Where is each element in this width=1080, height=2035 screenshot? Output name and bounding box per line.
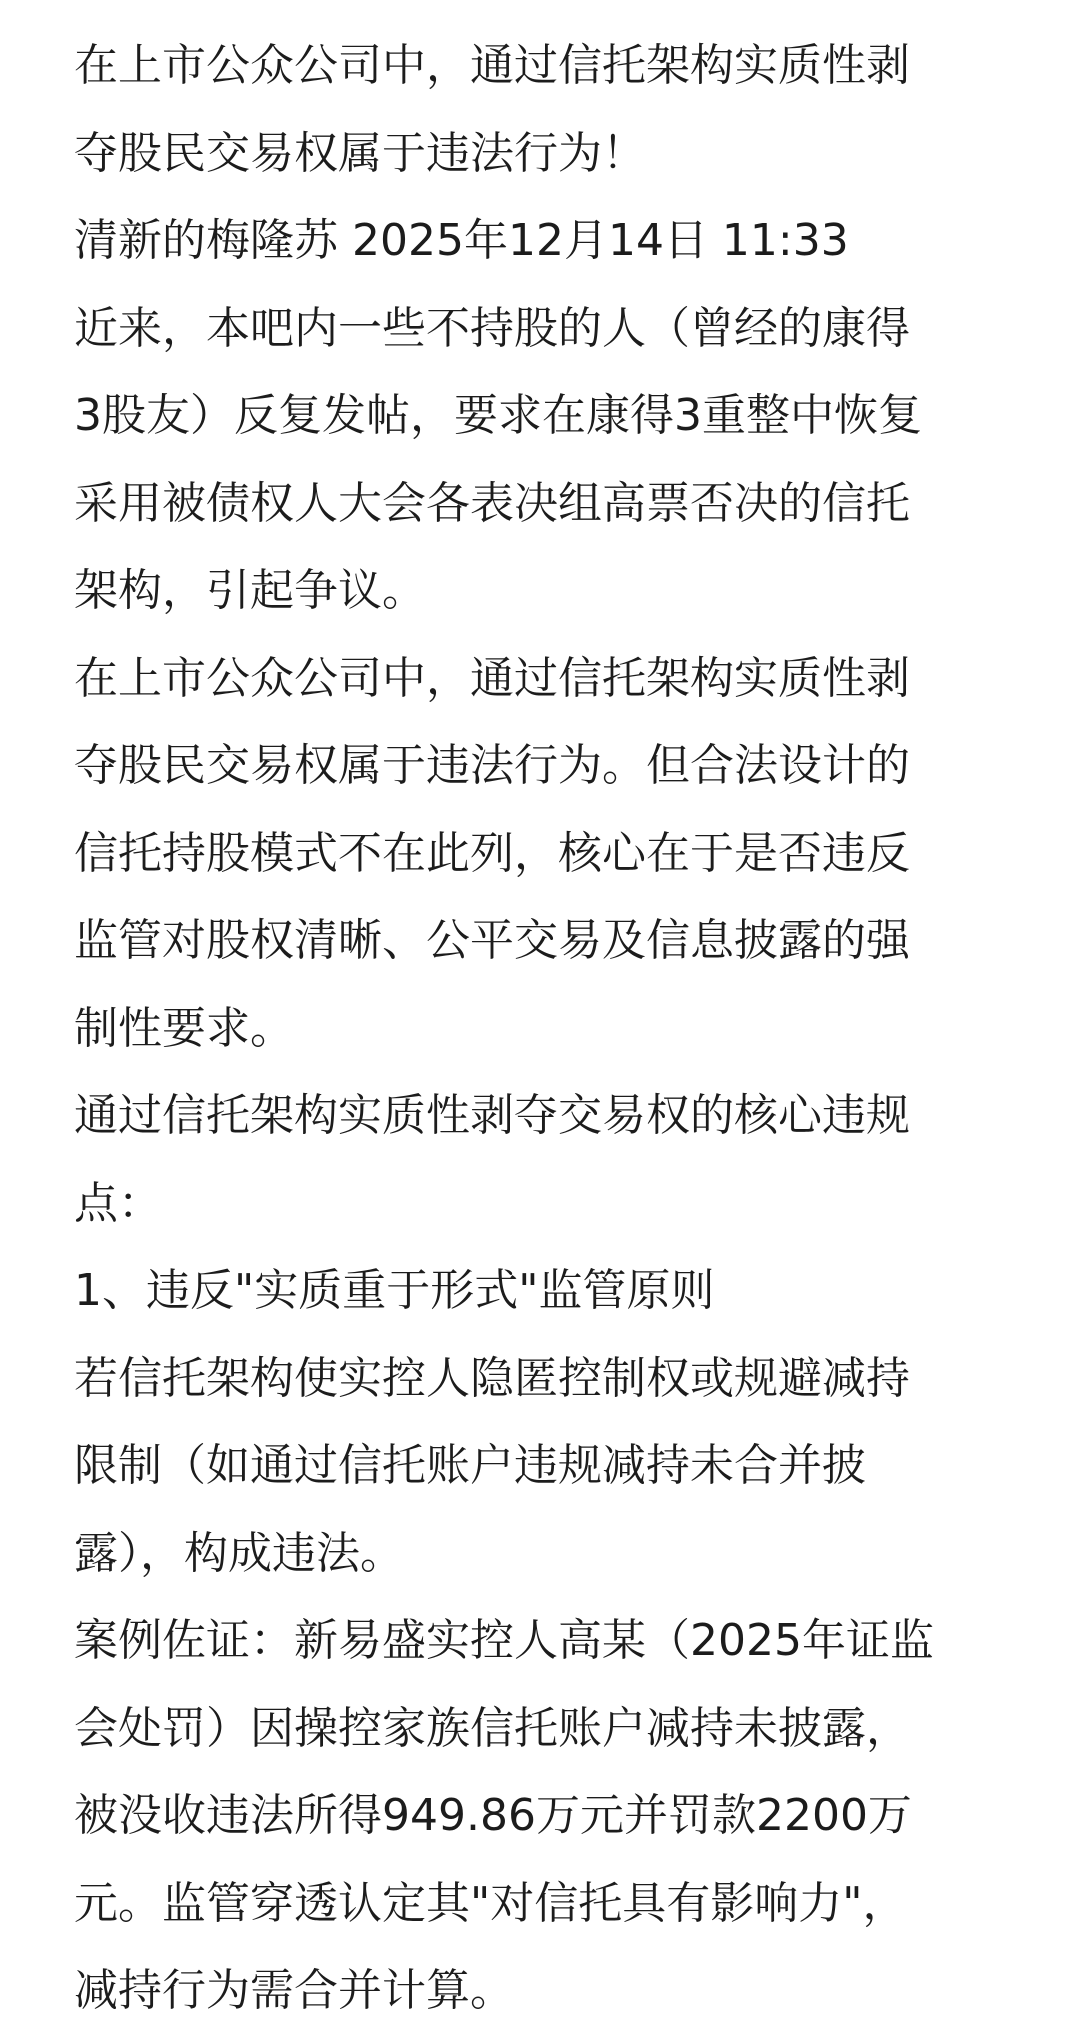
text-line: 元。监管穿透认定其"对信托具有影响力"，	[74, 1877, 907, 1929]
text-line: 监管对股权清晰、公平交易及信息披露的强	[74, 915, 910, 966]
text-line: 3股友）反复发帖，要求在康得3重整中恢复	[74, 390, 922, 441]
case-paragraph	[74, 1597, 1080, 2035]
text-line: 限制（如通过信托账户违规减持未合并披	[74, 1440, 866, 1491]
point-1-body	[74, 1335, 1080, 1598]
thesis-paragraph	[74, 635, 1080, 1073]
text-line: 制性要求。	[74, 1002, 294, 1054]
text-line: 会处罚）因操控家族信托账户减持未披露，	[74, 1702, 910, 1754]
text-line: 点：	[74, 1177, 162, 1229]
article-title	[74, 22, 1080, 197]
text-line: 减持行为需合并计算。	[74, 1965, 514, 2016]
section-heading	[74, 1072, 1080, 1247]
text-line: 近来，本吧内一些不持股的人（曾经的康得	[74, 302, 910, 354]
text-line: 在上市公众公司中，通过信托架构实质性剥	[74, 652, 910, 704]
text-line: 夺股民交易权属于违法行为！	[74, 127, 646, 179]
text-line: 采用被债权人大会各表决组高票否决的信托	[74, 477, 910, 529]
text-line: 在上市公众公司中，通过信托架构实质性剥	[74, 40, 910, 91]
text-line: 若信托架构使实控人隐匿控制权或规避减持	[74, 1352, 910, 1404]
author-and-timestamp: 清新的梅隆苏 2025年12月14日 11:33	[74, 215, 849, 266]
text-line: 通过信托架构实质性剥夺交易权的核心违规	[74, 1090, 910, 1141]
text-line: 信托持股模式不在此列，核心在于是否违反	[74, 827, 910, 879]
text-line: 被没收违法所得949.86万元并罚款2200万	[74, 1790, 912, 1841]
text-line: 夺股民交易权属于违法行为。但合法设计的	[74, 740, 910, 791]
intro-paragraph	[74, 285, 1080, 635]
text-line: 1、违反"实质重于形式"监管原则	[74, 1265, 715, 1316]
text-line: 案例佐证：新易盛实控人高某（2025年证监	[74, 1615, 934, 1666]
text-line: 架构，引起争议。	[74, 565, 426, 616]
point-1-heading	[74, 1247, 1080, 1335]
article-byline	[74, 197, 1080, 285]
text-line: 露），构成违法。	[74, 1527, 404, 1579]
